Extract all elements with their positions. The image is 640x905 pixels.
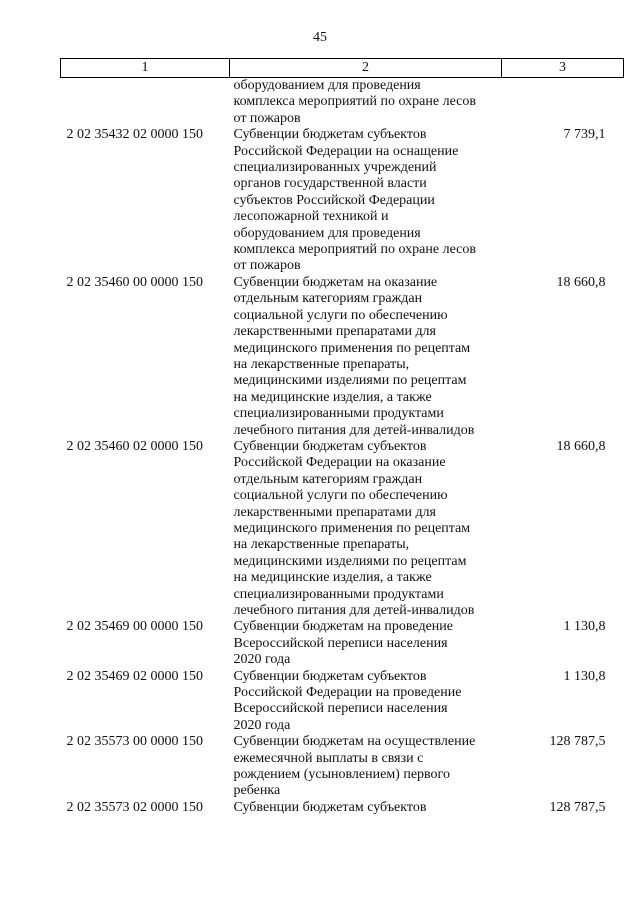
description-line: лечебного питания для детей-инвалидов <box>233 603 475 618</box>
description-line: Субвенции бюджетам на оказание <box>233 274 438 290</box>
budget-code: 2 02 35469 02 0000 150 <box>66 668 203 684</box>
description-line: медицинского применения по рецептам <box>233 340 471 356</box>
budget-amount: 128 787,5 <box>549 734 606 750</box>
table-header-row <box>61 59 624 78</box>
budget-amount: 7 739,1 <box>563 127 606 143</box>
table-row <box>61 78 624 128</box>
table-row <box>61 275 624 439</box>
table-row <box>61 800 624 816</box>
description-line: комплекса мероприятий по охране лесов <box>233 242 476 258</box>
description-line: Субвенции бюджетам на осуществление <box>233 734 476 750</box>
budget-code <box>61 78 230 128</box>
description-line: Субвенции бюджетам субъектов <box>233 127 427 143</box>
description-line: лесопожарной техникой и <box>233 209 389 225</box>
table-row <box>61 619 624 668</box>
description-line: на медицинские изделия, а также <box>233 570 432 586</box>
description-line: социальной услуги по обеспечению <box>233 488 448 504</box>
column-header-2: 2 <box>230 59 502 78</box>
description-line: Российской Федерации на оказание <box>233 455 446 471</box>
budget-amount <box>502 78 624 128</box>
table-row <box>61 439 624 619</box>
description-line: Субвенции бюджетам на проведение <box>233 619 453 635</box>
description-line: медицинскими изделиями по рецептам <box>233 373 467 389</box>
budget-amount: 18 660,8 <box>556 274 606 290</box>
budget-code: 2 02 35573 00 0000 150 <box>66 734 203 750</box>
description-line: оборудованием для проведения <box>233 78 421 93</box>
description-line: медицинского применения по рецептам <box>233 520 471 536</box>
column-header-1: 1 <box>61 59 230 78</box>
description-line: отдельным категориям граждан <box>233 471 423 487</box>
description-line: на лекарственные препараты, <box>233 356 410 372</box>
description-line: 2020 года <box>233 717 291 733</box>
column-header-3: 3 <box>502 59 624 78</box>
description-line: ежемесячной выплаты в связи с <box>233 750 424 766</box>
description-line: Всероссийской переписи населения <box>233 701 448 717</box>
budget-description <box>230 275 502 439</box>
budget-description <box>230 669 502 735</box>
table-row <box>61 127 624 275</box>
budget-description <box>230 734 502 800</box>
description-line: от пожаров <box>233 258 301 274</box>
description-line: лечебного питания для детей-инвалидов <box>233 422 475 438</box>
description-line: отдельным категориям граждан <box>233 291 423 307</box>
description-line: Российской Федерации на проведение <box>233 685 462 701</box>
description-line: Субвенции бюджетам субъектов <box>233 799 427 815</box>
description-line: Субвенции бюджетам субъектов <box>233 438 427 454</box>
budget-description <box>230 800 502 816</box>
page-number: 45 <box>313 30 327 45</box>
description-line: медицинскими изделиями по рецептам <box>233 553 467 569</box>
budget-code: 2 02 35469 00 0000 150 <box>66 619 203 635</box>
budget-amount: 1 130,8 <box>563 619 606 635</box>
description-line: комплекса мероприятий по охране лесов <box>233 94 476 110</box>
description-line: органов государственной власти <box>233 176 427 192</box>
description-line: специализированными продуктами <box>233 586 444 602</box>
description-line: оборудованием для проведения <box>233 225 421 241</box>
description-line: лекарственными препаратами для <box>233 504 436 520</box>
description-line: на медицинские изделия, а также <box>233 389 432 405</box>
table-row <box>61 734 624 800</box>
table-row <box>61 669 624 735</box>
description-line: субъектов Российской Федерации <box>233 192 435 208</box>
description-line: рождением (усыновлением) первого <box>233 767 450 783</box>
budget-description <box>230 439 502 619</box>
budget-code: 2 02 35432 02 0000 150 <box>66 127 203 143</box>
budget-code: 2 02 35573 02 0000 150 <box>66 799 203 815</box>
description-line: Российской Федерации на оснащение <box>233 143 459 159</box>
description-line: Всероссийской переписи населения <box>233 635 448 651</box>
budget-description <box>230 78 502 128</box>
description-line: специализированными продуктами <box>233 406 444 422</box>
budget-amount: 128 787,5 <box>549 799 606 815</box>
budget-description <box>230 619 502 668</box>
description-line: ребенка <box>233 783 281 799</box>
budget-amount: 1 130,8 <box>563 668 606 684</box>
budget-code: 2 02 35460 00 0000 150 <box>66 274 203 290</box>
budget-amount: 18 660,8 <box>556 438 606 454</box>
description-line: специализированных учреждений <box>233 160 437 176</box>
budget-table <box>60 58 624 816</box>
description-line: 2020 года <box>233 652 291 668</box>
budget-description <box>230 127 502 275</box>
description-line: Субвенции бюджетам субъектов <box>233 668 427 684</box>
budget-code: 2 02 35460 02 0000 150 <box>66 438 203 454</box>
table-body <box>61 78 624 817</box>
description-line: от пожаров <box>233 110 301 126</box>
description-line: лекарственными препаратами для <box>233 324 436 340</box>
description-line: на лекарственные препараты, <box>233 537 410 553</box>
description-line: социальной услуги по обеспечению <box>233 307 448 323</box>
